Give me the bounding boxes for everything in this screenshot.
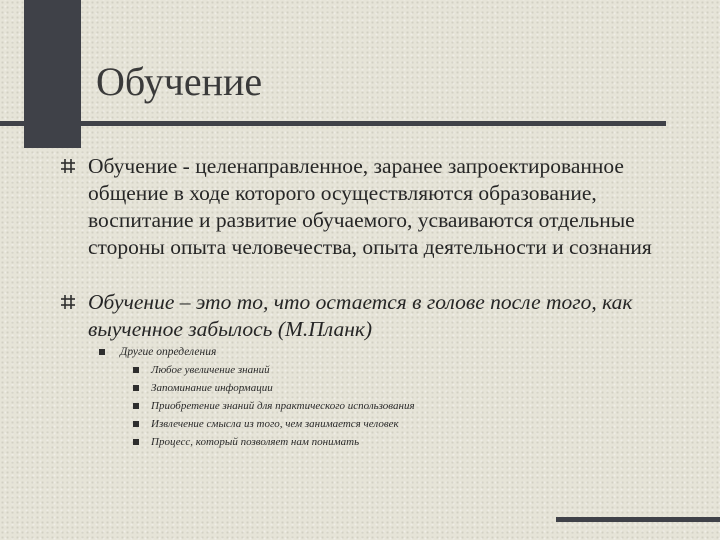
square-bullet-icon [133, 403, 139, 409]
bullet-text: Обучение – это то, что остается в голове после того, как выученное забылось (М.Планк) [88, 290, 633, 341]
sub-list-item [151, 381, 273, 395]
bullet-item-1 [88, 153, 688, 261]
hash-bullet-icon [61, 159, 75, 173]
square-bullet-icon [99, 349, 105, 355]
footer-divider [556, 517, 720, 522]
sub-heading-item [120, 345, 216, 359]
sub-list-item [151, 417, 399, 431]
sub-list-text: Процесс, который позволяет нам понимать [151, 436, 360, 448]
bullet-item-2 [88, 289, 688, 343]
square-bullet-icon [133, 421, 139, 427]
sub-heading-text: Другие определения [120, 346, 217, 358]
bullet-text: Обучение - целенаправленное, заранее запроектированное общение в ходе которого осуществляются образование, воспитание и развитие обучаемого, усваиваются отдельные стороны опыта человечества, опыта деятельности и сознания [88, 154, 652, 259]
sub-list-text: Запоминание информации [151, 382, 273, 394]
square-bullet-icon [133, 385, 139, 391]
hash-bullet-icon [61, 295, 75, 309]
square-bullet-icon [133, 367, 139, 373]
square-bullet-icon [133, 439, 139, 445]
sub-list-text: Извлечение смысла из того, чем занимается человек [151, 418, 399, 430]
sub-list-item [151, 435, 359, 449]
sub-list-text: Любое увеличение знаний [151, 364, 270, 376]
title-divider [0, 121, 666, 126]
sub-list-item [151, 363, 270, 377]
sub-list-text: Приобретение знаний для практического использования [151, 400, 415, 412]
sub-list-item [151, 399, 415, 413]
slide-title: Обучение [96, 59, 263, 104]
